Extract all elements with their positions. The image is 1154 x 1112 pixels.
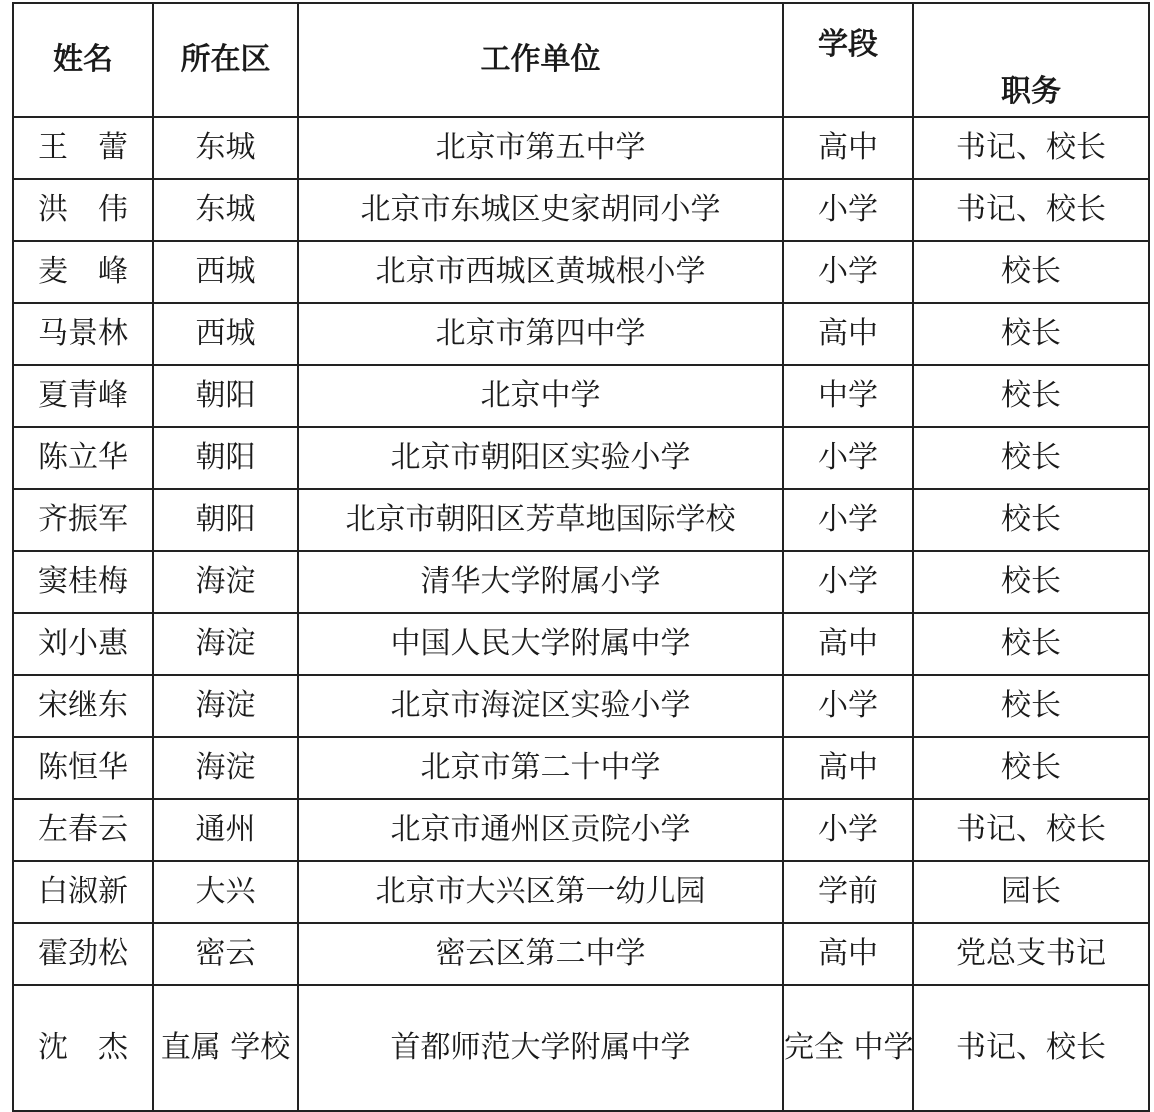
cell-stage: 小学	[783, 241, 913, 303]
cell-district: 朝阳	[153, 427, 298, 489]
cell-name: 陈恒华	[13, 737, 153, 799]
table-row	[13, 179, 1149, 241]
cell-name: 齐振军	[13, 489, 153, 551]
cell-unit: 北京市第二十中学	[298, 737, 783, 799]
cell-name: 霍劲松	[13, 923, 153, 985]
cell-name: 夏青峰	[13, 365, 153, 427]
cell-district: 西城	[153, 303, 298, 365]
cell-district: 东城	[153, 117, 298, 179]
cell-duty: 校长	[913, 303, 1149, 365]
cell-unit: 北京市第五中学	[298, 117, 783, 179]
cell-duty: 校长	[913, 489, 1149, 551]
table-row	[13, 923, 1149, 985]
header-row	[13, 3, 1149, 117]
cell-district: 朝阳	[153, 365, 298, 427]
cell-name: 白淑新	[13, 861, 153, 923]
table-row	[13, 427, 1149, 489]
table-row	[13, 613, 1149, 675]
cell-district: 密云	[153, 923, 298, 985]
cell-unit: 北京市第四中学	[298, 303, 783, 365]
cell-unit: 北京市朝阳区芳草地国际学校	[298, 489, 783, 551]
cell-duty: 校长	[913, 365, 1149, 427]
cell-name: 麦 峰	[13, 241, 153, 303]
cell-stage: 学前	[783, 861, 913, 923]
table-row	[13, 241, 1149, 303]
header-district: 所在区	[153, 3, 298, 117]
cell-unit: 清华大学附属小学	[298, 551, 783, 613]
cell-stage: 高中	[783, 117, 913, 179]
staff-table	[12, 2, 1150, 1112]
cell-district: 海淀	[153, 675, 298, 737]
cell-unit: 北京市西城区黄城根小学	[298, 241, 783, 303]
cell-district: 朝阳	[153, 489, 298, 551]
table-header	[13, 3, 1149, 117]
cell-duty: 书记、校长	[913, 985, 1149, 1111]
cell-duty: 书记、校长	[913, 799, 1149, 861]
cell-name: 洪 伟	[13, 179, 153, 241]
cell-stage: 小学	[783, 179, 913, 241]
cell-district: 海淀	[153, 737, 298, 799]
cell-duty: 党总支书记	[913, 923, 1149, 985]
cell-duty: 校长	[913, 241, 1149, 303]
cell-stage: 高中	[783, 613, 913, 675]
cell-name: 沈 杰	[13, 985, 153, 1111]
cell-duty: 园长	[913, 861, 1149, 923]
cell-duty: 校长	[913, 427, 1149, 489]
cell-stage: 完全 中学	[783, 985, 913, 1111]
table-row	[13, 985, 1149, 1111]
cell-duty: 书记、校长	[913, 179, 1149, 241]
cell-name: 陈立华	[13, 427, 153, 489]
table-row	[13, 675, 1149, 737]
cell-stage: 中学	[783, 365, 913, 427]
cell-unit: 北京市朝阳区实验小学	[298, 427, 783, 489]
cell-stage: 小学	[783, 489, 913, 551]
table-body	[13, 117, 1149, 1111]
cell-unit: 北京市大兴区第一幼儿园	[298, 861, 783, 923]
cell-district: 西城	[153, 241, 298, 303]
cell-unit: 首都师范大学附属中学	[298, 985, 783, 1111]
cell-duty: 校长	[913, 613, 1149, 675]
cell-stage: 高中	[783, 737, 913, 799]
cell-unit: 北京中学	[298, 365, 783, 427]
cell-district: 海淀	[153, 551, 298, 613]
cell-duty: 校长	[913, 551, 1149, 613]
table-row	[13, 365, 1149, 427]
cell-duty: 书记、校长	[913, 117, 1149, 179]
cell-stage: 高中	[783, 303, 913, 365]
table-row	[13, 489, 1149, 551]
cell-unit: 北京市海淀区实验小学	[298, 675, 783, 737]
cell-name: 马景林	[13, 303, 153, 365]
table-row	[13, 551, 1149, 613]
cell-name: 窦桂梅	[13, 551, 153, 613]
cell-duty: 校长	[913, 737, 1149, 799]
cell-district: 通州	[153, 799, 298, 861]
cell-stage: 小学	[783, 799, 913, 861]
cell-unit: 中国人民大学附属中学	[298, 613, 783, 675]
table-row	[13, 737, 1149, 799]
cell-name: 王 蕾	[13, 117, 153, 179]
cell-stage: 小学	[783, 551, 913, 613]
header-unit: 工作单位	[298, 3, 783, 117]
table-row	[13, 861, 1149, 923]
cell-district: 东城	[153, 179, 298, 241]
cell-district: 海淀	[153, 613, 298, 675]
cell-stage: 高中	[783, 923, 913, 985]
cell-name: 左春云	[13, 799, 153, 861]
cell-name: 宋继东	[13, 675, 153, 737]
table-row	[13, 303, 1149, 365]
cell-stage: 小学	[783, 675, 913, 737]
header-duty: 职务	[913, 3, 1149, 117]
cell-unit: 北京市东城区史家胡同小学	[298, 179, 783, 241]
cell-unit: 北京市通州区贡院小学	[298, 799, 783, 861]
cell-duty: 校长	[913, 675, 1149, 737]
header-name: 姓名	[13, 3, 153, 117]
cell-district: 大兴	[153, 861, 298, 923]
header-stage: 学段	[783, 3, 913, 117]
table-row	[13, 117, 1149, 179]
cell-unit: 密云区第二中学	[298, 923, 783, 985]
cell-name: 刘小惠	[13, 613, 153, 675]
table-row	[13, 799, 1149, 861]
cell-district: 直属 学校	[153, 985, 298, 1111]
cell-stage: 小学	[783, 427, 913, 489]
